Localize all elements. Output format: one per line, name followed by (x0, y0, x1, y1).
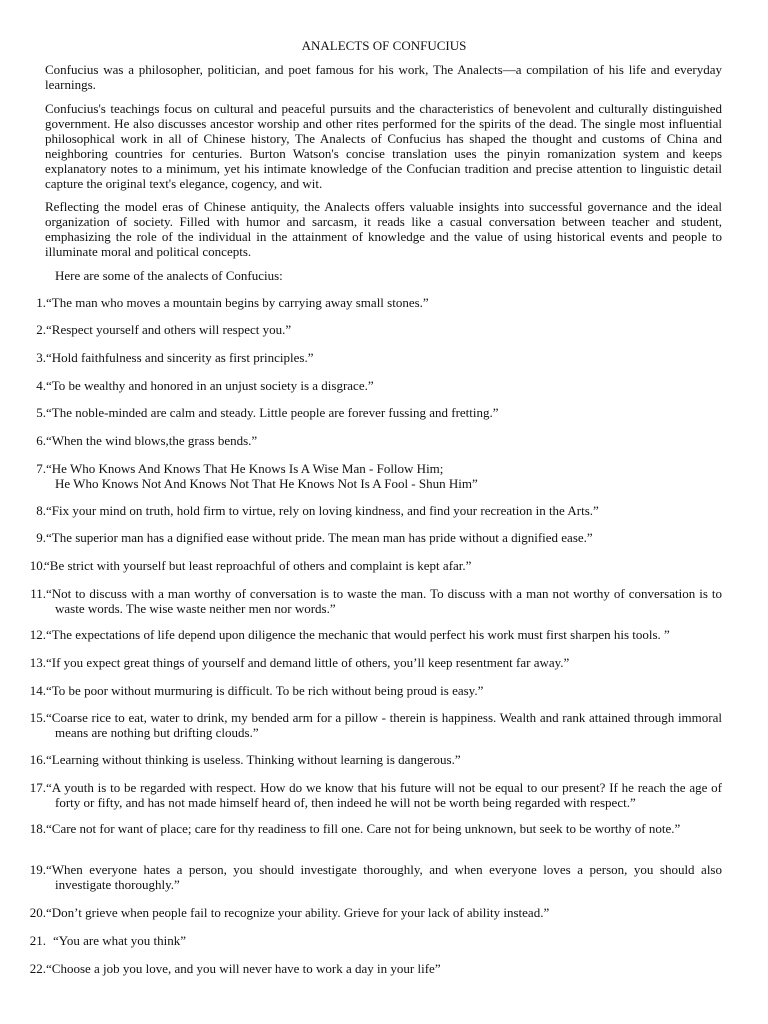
item-text: “If you expect great things of yourself and demand little of others, you’ll keep resentment far away.” (46, 655, 570, 670)
item-number: 7. (36, 461, 46, 476)
item-number: 3. (36, 350, 46, 365)
item-text: “Fix your mind on truth, hold firm to virtue, rely on loving kindness, and find your recreation in the Arts.” (46, 503, 599, 518)
item-number: 11. (30, 586, 46, 601)
item-text: “To be poor without murmuring is difficult. To be rich without being proud is easy.” (46, 683, 484, 698)
item-number: 5. (36, 405, 46, 420)
intro-paragraph-2: Confucius's teachings focus on cultural and peaceful pursuits and the characteristics of benevolent and culturally distinguished government. He also discusses ancestor worship and other rites performed for the spirits of the dead. The single most influential philosophical work in all of Chinese history, The Analects of Confucius has shaped the thought and customs of China and neighboring countries for centuries. Burton Watson's concise translation uses the pinyin romanization system and keeps explanatory notes to a minimum, yet his intimate knowledge of the Confucian tradition and precise attention to linguistic detail capture the original text's elegance, cogency, and wit. (45, 101, 722, 191)
item-text: “Learning without thinking is useless. Thinking without learning is dangerous.” (46, 752, 461, 767)
item-text: “When the wind blows,the grass bends.” (46, 433, 258, 448)
item-number: 8. (36, 503, 46, 518)
item-text: “Respect yourself and others will respect you.” (46, 322, 292, 337)
item-number: 1. (36, 295, 46, 310)
item-number: 9. (36, 530, 46, 545)
intro-paragraph-1: Confucius was a philosopher, politician, and poet famous for his work, The Analects—a compilation of his life and everyday learnings. (45, 62, 722, 92)
item-number: 2. (36, 322, 46, 337)
item-text: “Be strict with yourself but least reproachful of others and complaint is kept afar.” (44, 558, 472, 573)
item-text: “The superior man has a dignified ease without pride. The mean man has pride without a dignified ease.” (46, 530, 593, 545)
item-number: 10. (29, 558, 46, 573)
item-text: “The man who moves a mountain begins by carrying away small stones.” (46, 295, 429, 310)
item-text: “You are what you think” (53, 933, 186, 948)
item-text: “Not to discuss with a man worthy of conversation is to waste the man. To discuss with a man not worthy of conversation is to waste words. The wise waste neither men nor words.” (46, 586, 722, 616)
item-number: 6. (36, 433, 46, 448)
item-number: 17. (29, 780, 46, 795)
item-number: 16. (29, 752, 46, 767)
item-text: “Care not for want of place; care for thy readiness to fill one. Care not for being unknown, but seek to be worthy of note.” (46, 821, 681, 836)
item-text: “The expectations of life depend upon diligence the mechanic that would perfect his work must first sharpen his tools. ” (46, 627, 670, 642)
item-text-line-1: “He Who Knows And Knows That He Knows Is A Wise Man - Follow Him; (46, 461, 444, 476)
item-number: 13. (29, 655, 46, 670)
item-text: “Don’t grieve when people fail to recognize your ability. Grieve for your lack of ability instead.” (46, 905, 550, 920)
item-number: 15. (29, 710, 46, 725)
item-text (46, 461, 722, 491)
item-number: 12. (29, 627, 46, 642)
intro-paragraph-3: Reflecting the model eras of Chinese antiquity, the Analects offers valuable insights into successful governance and the ideal organization of society. Filled with humor and sarcasm, it reads like a casual conversation between teacher and student, emphasizing the role of the individual in the attainment of knowledge and the value of using historical events and people to illuminate moral and political concepts. (45, 199, 722, 259)
item-text: “To be wealthy and honored in an unjust society is a disgrace.” (46, 378, 374, 393)
item-number: 22. (29, 961, 46, 976)
item-number: 14. (29, 683, 46, 698)
item-number: 21. (29, 933, 46, 948)
item-text: “Hold faithfulness and sincerity as first principles.” (46, 350, 314, 365)
item-text: “A youth is to be regarded with respect. How do we know that his future will not be equal to our present? If he reach the age of forty or fifty, and has not made himself heard of, then indeed he will not be worth being regarded with respect.” (46, 780, 722, 810)
item-number: 18. (29, 821, 46, 836)
item-number: 4. (36, 378, 46, 393)
item-text: “The noble-minded are calm and steady. Little people are forever fussing and fretting.” (46, 405, 499, 420)
item-number: 20. (29, 905, 46, 920)
item-text: “Choose a job you love, and you will never have to work a day in your life” (46, 961, 441, 976)
item-number: 19. (29, 862, 46, 877)
item-text: “When everyone hates a person, you should investigate thoroughly, and when everyone loves a person, you should also investigate thoroughly.” (46, 862, 722, 892)
item-text-line-2: He Who Knows Not And Knows Not That He Knows Not Is A Fool - Shun Him” (55, 476, 478, 491)
item-text: “Coarse rice to eat, water to drink, my bended arm for a pillow - therein is happiness. Wealth and rank attained through immoral means are nothing but drifting clouds.” (46, 710, 722, 740)
document-title: ANALECTS OF CONFUCIUS (301, 38, 467, 53)
list-intro: Here are some of the analects of Confucius: (55, 268, 283, 283)
